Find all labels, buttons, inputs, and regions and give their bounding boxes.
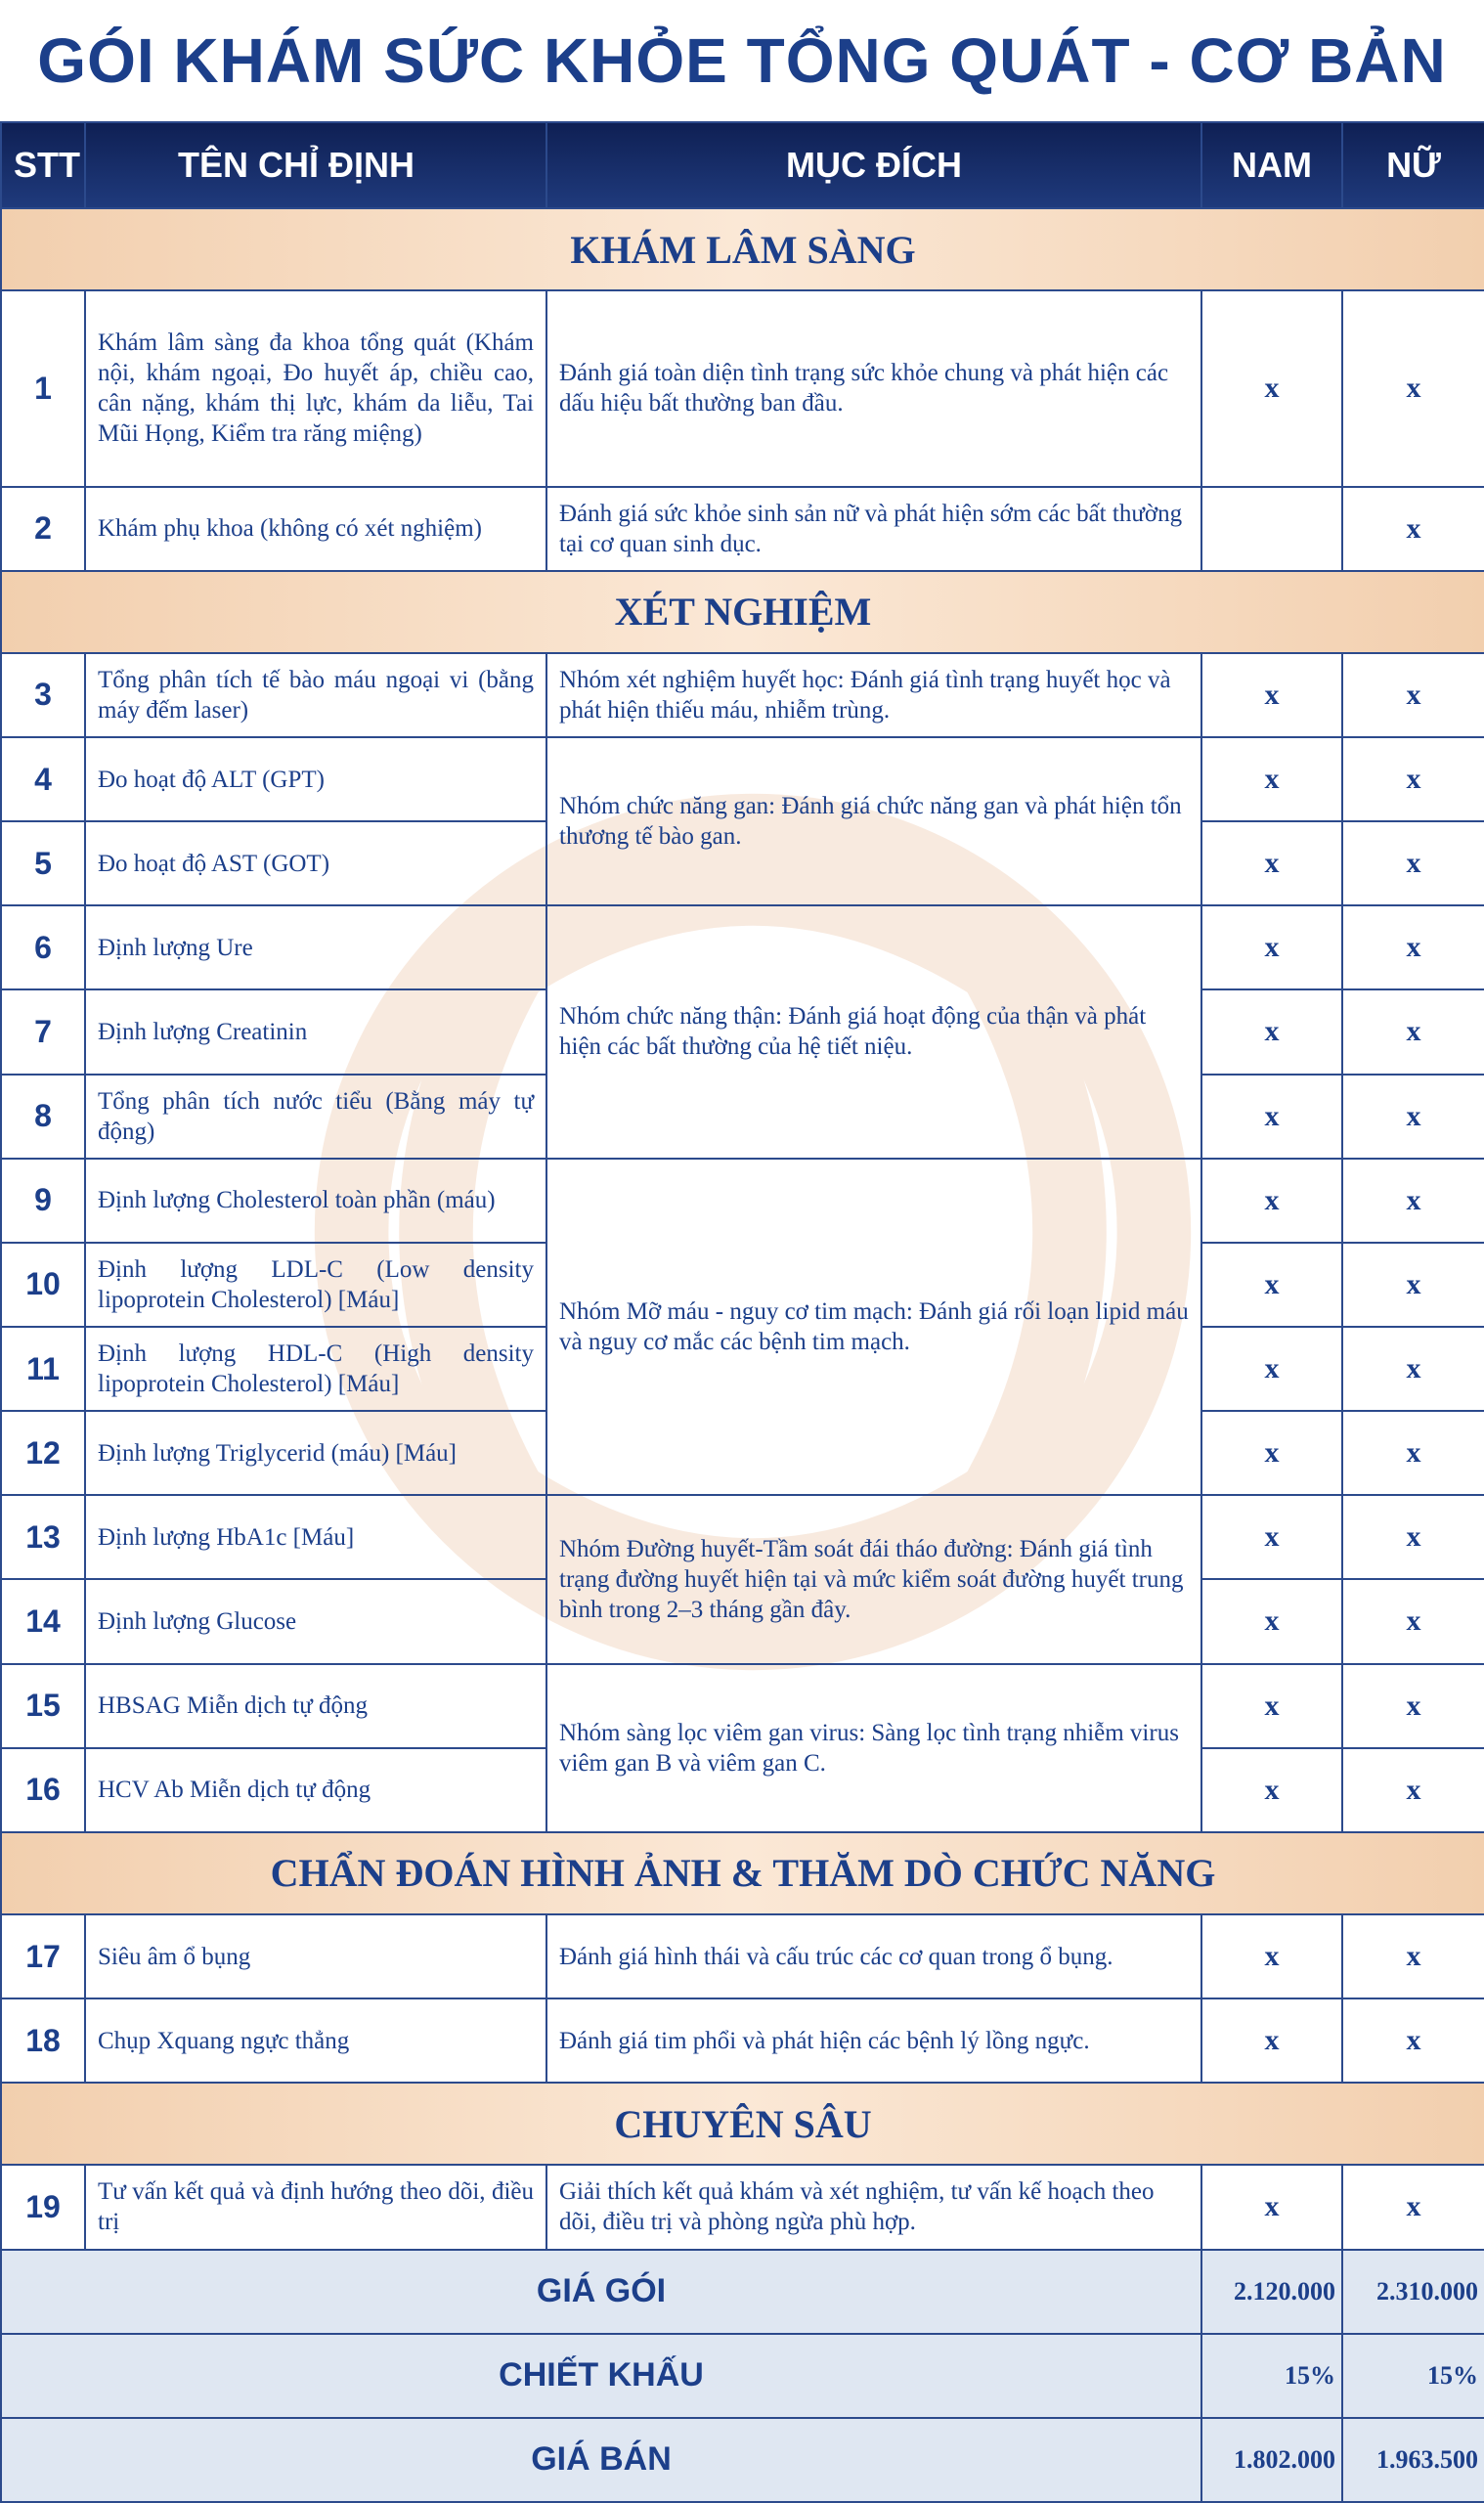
row-name: Định lượng Cholesterol toàn phần (máu) bbox=[85, 1159, 546, 1243]
row-male-mark: x bbox=[1201, 2165, 1342, 2249]
row-stt: 2 bbox=[1, 487, 85, 571]
discount-male: 15% bbox=[1201, 2334, 1342, 2418]
discount-label: CHIẾT KHẤU bbox=[1, 2334, 1201, 2418]
section-row bbox=[1, 1832, 1484, 1914]
row-female-mark: x bbox=[1342, 290, 1484, 486]
row-male-mark: x bbox=[1201, 653, 1342, 737]
price-label: GIÁ GÓI bbox=[1, 2250, 1201, 2334]
row-female-mark: x bbox=[1342, 905, 1484, 989]
section-row bbox=[1, 2083, 1484, 2165]
row-name: Định lượng Triglycerid (máu) [Máu] bbox=[85, 1411, 546, 1495]
table-row bbox=[1, 2165, 1484, 2249]
row-male-mark: x bbox=[1201, 1243, 1342, 1327]
section-row bbox=[1, 571, 1484, 653]
row-female-mark: x bbox=[1342, 653, 1484, 737]
row-female-mark: x bbox=[1342, 821, 1484, 905]
sale-female: 1.963.500 bbox=[1342, 2418, 1484, 2502]
table-row bbox=[1, 1998, 1484, 2083]
row-stt: 19 bbox=[1, 2165, 85, 2249]
row-stt: 12 bbox=[1, 1411, 85, 1495]
row-stt: 17 bbox=[1, 1914, 85, 1998]
row-name: Đo hoạt độ AST (GOT) bbox=[85, 821, 546, 905]
table-row bbox=[1, 290, 1484, 486]
col-name: TÊN CHỈ ĐỊNH bbox=[85, 122, 546, 208]
row-name: Siêu âm ổ bụng bbox=[85, 1914, 546, 1998]
row-stt: 3 bbox=[1, 653, 85, 737]
row-male-mark: x bbox=[1201, 989, 1342, 1074]
row-male-mark: x bbox=[1201, 1495, 1342, 1579]
table-row bbox=[1, 1914, 1484, 1998]
discount-female: 15% bbox=[1342, 2334, 1484, 2418]
row-purpose: Nhóm Mỡ máu - nguy cơ tim mạch: Đánh giá rối loạn lipid máu và nguy cơ mắc các bệnh tim mạch. bbox=[546, 1159, 1201, 1496]
row-male-mark: x bbox=[1201, 290, 1342, 486]
row-name: Định lượng HbA1c [Máu] bbox=[85, 1495, 546, 1579]
section-title: XÉT NGHIỆM bbox=[1, 571, 1484, 653]
price-female: 2.310.000 bbox=[1342, 2250, 1484, 2334]
table-row bbox=[1, 1495, 1484, 1579]
row-female-mark: x bbox=[1342, 1411, 1484, 1495]
table-row bbox=[1, 1159, 1484, 1243]
row-female-mark: x bbox=[1342, 1243, 1484, 1327]
price-row-discount bbox=[1, 2334, 1484, 2418]
table-row bbox=[1, 737, 1484, 821]
row-female-mark: x bbox=[1342, 1748, 1484, 1832]
row-purpose: Nhóm chức năng gan: Đánh giá chức năng gan và phát hiện tổn thương tế bào gan. bbox=[546, 737, 1201, 905]
row-stt: 14 bbox=[1, 1579, 85, 1663]
row-male-mark: x bbox=[1201, 1327, 1342, 1411]
row-purpose: Nhóm xét nghiệm huyết học: Đánh giá tình trạng huyết học và phát hiện thiếu máu, nhiễm trùng. bbox=[546, 653, 1201, 737]
row-stt: 10 bbox=[1, 1243, 85, 1327]
row-stt: 4 bbox=[1, 737, 85, 821]
section-title: KHÁM LÂM SÀNG bbox=[1, 208, 1484, 290]
row-purpose: Nhóm Đường huyết-Tầm soát đái tháo đường: Đánh giá tình trạng đường huyết hiện tại và mức kiểm soát đường huyết trung bình trong 2–3 tháng gần đây. bbox=[546, 1495, 1201, 1663]
table-row bbox=[1, 1664, 1484, 1748]
row-purpose: Đánh giá tim phổi và phát hiện các bệnh lý lồng ngực. bbox=[546, 1998, 1201, 2083]
row-female-mark: x bbox=[1342, 1664, 1484, 1748]
row-female-mark: x bbox=[1342, 1327, 1484, 1411]
row-stt: 7 bbox=[1, 989, 85, 1074]
row-name: HBSAG Miễn dịch tự động bbox=[85, 1664, 546, 1748]
col-male: NAM bbox=[1201, 122, 1342, 208]
row-female-mark: x bbox=[1342, 989, 1484, 1074]
table-header bbox=[1, 122, 1484, 208]
row-male-mark: x bbox=[1201, 737, 1342, 821]
row-name: Định lượng Creatinin bbox=[85, 989, 546, 1074]
row-female-mark: x bbox=[1342, 1998, 1484, 2083]
row-stt: 5 bbox=[1, 821, 85, 905]
row-male-mark: x bbox=[1201, 1579, 1342, 1663]
row-female-mark: x bbox=[1342, 2165, 1484, 2249]
section-row bbox=[1, 208, 1484, 290]
sale-label: GIÁ BÁN bbox=[1, 2418, 1201, 2502]
row-female-mark: x bbox=[1342, 737, 1484, 821]
price-row-package bbox=[1, 2250, 1484, 2334]
row-name: HCV Ab Miễn dịch tự động bbox=[85, 1748, 546, 1832]
row-stt: 13 bbox=[1, 1495, 85, 1579]
row-name: Đo hoạt độ ALT (GPT) bbox=[85, 737, 546, 821]
price-row-sale bbox=[1, 2418, 1484, 2502]
row-male-mark: x bbox=[1201, 1748, 1342, 1832]
section-title: CHUYÊN SÂU bbox=[1, 2083, 1484, 2165]
row-stt: 18 bbox=[1, 1998, 85, 2083]
row-name: Tư vấn kết quả và định hướng theo dõi, điều trị bbox=[85, 2165, 546, 2249]
row-male-mark: x bbox=[1201, 1159, 1342, 1243]
row-stt: 8 bbox=[1, 1075, 85, 1159]
row-female-mark: x bbox=[1342, 1579, 1484, 1663]
sale-male: 1.802.000 bbox=[1201, 2418, 1342, 2502]
row-female-mark: x bbox=[1342, 1159, 1484, 1243]
row-name: Định lượng Glucose bbox=[85, 1579, 546, 1663]
row-male-mark bbox=[1201, 487, 1342, 571]
row-male-mark: x bbox=[1201, 1664, 1342, 1748]
section-title: CHẨN ĐOÁN HÌNH ẢNH & THĂM DÒ CHỨC NĂNG bbox=[1, 1832, 1484, 1914]
row-female-mark: x bbox=[1342, 487, 1484, 571]
package-table bbox=[0, 121, 1484, 2503]
col-purpose: MỤC ĐÍCH bbox=[546, 122, 1201, 208]
row-male-mark: x bbox=[1201, 1411, 1342, 1495]
row-female-mark: x bbox=[1342, 1495, 1484, 1579]
row-female-mark: x bbox=[1342, 1075, 1484, 1159]
row-stt: 1 bbox=[1, 290, 85, 486]
row-name: Định lượng HDL-C (High density lipoprotein Cholesterol) [Máu] bbox=[85, 1327, 546, 1411]
row-male-mark: x bbox=[1201, 1998, 1342, 2083]
table-row bbox=[1, 487, 1484, 571]
col-female: NỮ bbox=[1342, 122, 1484, 208]
row-purpose: Đánh giá sức khỏe sinh sản nữ và phát hiện sớm các bất thường tại cơ quan sinh dục. bbox=[546, 487, 1201, 571]
table-row bbox=[1, 905, 1484, 989]
row-stt: 11 bbox=[1, 1327, 85, 1411]
row-purpose: Nhóm chức năng thận: Đánh giá hoạt động của thận và phát hiện các bất thường của hệ tiết niệu. bbox=[546, 905, 1201, 1158]
row-stt: 15 bbox=[1, 1664, 85, 1748]
col-stt: STT bbox=[1, 122, 85, 208]
row-male-mark: x bbox=[1201, 1914, 1342, 1998]
row-name: Khám phụ khoa (không có xét nghiệm) bbox=[85, 487, 546, 571]
row-name: Tổng phân tích tế bào máu ngoại vi (bằng máy đếm laser) bbox=[85, 653, 546, 737]
row-name: Định lượng LDL-C (Low density lipoprotein Cholesterol) [Máu] bbox=[85, 1243, 546, 1327]
row-male-mark: x bbox=[1201, 905, 1342, 989]
row-name: Tổng phân tích nước tiểu (Bằng máy tự động) bbox=[85, 1075, 546, 1159]
row-stt: 9 bbox=[1, 1159, 85, 1243]
row-stt: 6 bbox=[1, 905, 85, 989]
row-purpose: Giải thích kết quả khám và xét nghiệm, tư vấn kế hoạch theo dõi, điều trị và phòng ngừa phù hợp. bbox=[546, 2165, 1201, 2249]
table-row bbox=[1, 653, 1484, 737]
row-name: Định lượng Ure bbox=[85, 905, 546, 989]
row-purpose: Đánh giá toàn diện tình trạng sức khỏe chung và phát hiện các dấu hiệu bất thường ban đầu. bbox=[546, 290, 1201, 486]
row-male-mark: x bbox=[1201, 821, 1342, 905]
row-female-mark: x bbox=[1342, 1914, 1484, 1998]
page-title: GÓI KHÁM SỨC KHỎE TỔNG QUÁT - CƠ BẢN bbox=[37, 25, 1447, 96]
row-male-mark: x bbox=[1201, 1075, 1342, 1159]
row-stt: 16 bbox=[1, 1748, 85, 1832]
row-purpose: Đánh giá hình thái và cấu trúc các cơ quan trong ổ bụng. bbox=[546, 1914, 1201, 1998]
price-male: 2.120.000 bbox=[1201, 2250, 1342, 2334]
row-name: Chụp Xquang ngực thẳng bbox=[85, 1998, 546, 2083]
row-name: Khám lâm sàng đa khoa tổng quát (Khám nội, khám ngoại, Đo huyết áp, chiều cao, cân nặng, khám thị lực, khám da liễu, Tai Mũi Họng, Kiểm tra răng miệng) bbox=[85, 290, 546, 486]
row-purpose: Nhóm sàng lọc viêm gan virus: Sàng lọc tình trạng nhiễm virus viêm gan B và viêm gan C. bbox=[546, 1664, 1201, 1832]
